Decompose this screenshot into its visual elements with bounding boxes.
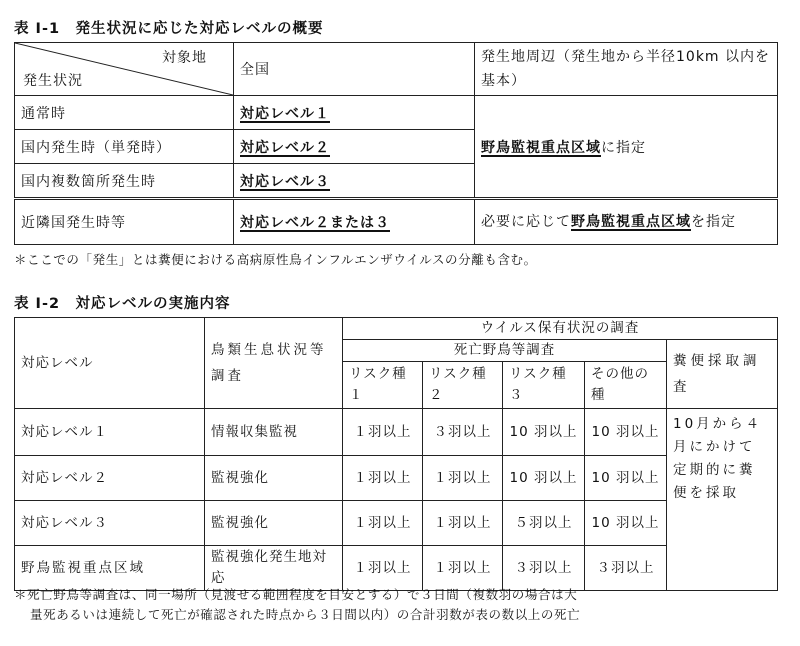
header-situation: 発生状況 bbox=[23, 73, 83, 89]
risk2-cell: ３羽以上 bbox=[423, 409, 503, 456]
level-cell: 対応レベル２ bbox=[15, 456, 205, 501]
risk2-cell: １羽以上 bbox=[423, 546, 503, 591]
level-cell: 対応レベル２または３ bbox=[240, 215, 390, 231]
diagonal-header-cell bbox=[15, 43, 234, 96]
risk1-cell: １羽以上 bbox=[343, 546, 423, 591]
header-risk1: リスク種１ bbox=[343, 362, 423, 409]
risk1-cell: １羽以上 bbox=[343, 409, 423, 456]
neighbor-suffix: を指定 bbox=[691, 214, 736, 230]
habitat-cell: 監視強化発生地対応 bbox=[205, 546, 343, 591]
designation-suffix: に指定 bbox=[601, 139, 646, 156]
level-cell: 野鳥監視重点区域 bbox=[15, 546, 205, 591]
table2-note-line2: 量死あるいは連続して死亡が確認された時点から３日間以内）の合計羽数が表の数以上の死亡 bbox=[30, 607, 581, 622]
level-cell: 対応レベル２ bbox=[240, 139, 330, 156]
table1-note: ＊ここでの「発生」とは糞便における高病原性鳥インフルエンザウイルスの分離も含む。 bbox=[14, 252, 537, 267]
risk1-cell: １羽以上 bbox=[343, 456, 423, 501]
header-target-area: 対象地 bbox=[162, 50, 207, 66]
habitat-cell: 監視強化 bbox=[205, 501, 343, 546]
response-level-implementation-table bbox=[14, 317, 778, 591]
table2-note-line1: ＊死亡野鳥等調査は、同一場所（見渡せる範囲程度を目安とする）で３日間（複数羽の場合は大 bbox=[14, 587, 578, 602]
table2-title: 表 I-2 対応レベルの実施内容 bbox=[14, 296, 231, 312]
header-risk2: リスク種２ bbox=[423, 362, 503, 409]
situation-cell: 近隣国発生時等 bbox=[15, 199, 234, 245]
level-cell: 対応レベル３ bbox=[15, 501, 205, 546]
situation-cell: 国内発生時（単発時） bbox=[15, 130, 234, 164]
other-cell: 10 羽以上 bbox=[585, 501, 667, 546]
risk3-cell: ３羽以上 bbox=[503, 546, 585, 591]
response-level-overview-table bbox=[14, 42, 778, 245]
header-risk3: リスク種３ bbox=[503, 362, 585, 409]
designation-cell bbox=[475, 96, 778, 199]
header-virus: ウイルス保有状況の調査 bbox=[343, 318, 778, 340]
header-other: その他の種 bbox=[585, 362, 667, 409]
habitat-cell: 情報収集監視 bbox=[205, 409, 343, 456]
header-level: 対応レベル bbox=[15, 318, 205, 409]
neighbor-prefix: 必要に応じて bbox=[481, 214, 571, 230]
header-habitat: 鳥類生息状況等調査 bbox=[205, 318, 343, 409]
header-feces: 糞便採取調査 bbox=[667, 340, 778, 409]
risk1-cell: １羽以上 bbox=[343, 501, 423, 546]
table1-title: 表 I-1 発生状況に応じた対応レベルの概要 bbox=[14, 21, 324, 37]
level-cell: 対応レベル３ bbox=[240, 173, 330, 190]
designation-strong: 野鳥監視重点区域 bbox=[481, 139, 601, 156]
feces-schedule-cell: 10月から４月にかけて定期的に糞便を採取 bbox=[667, 409, 778, 591]
situation-cell: 国内複数箇所発生時 bbox=[15, 164, 234, 199]
neighbor-designation-cell bbox=[475, 199, 778, 245]
neighbor-strong: 野鳥監視重点区域 bbox=[571, 214, 691, 230]
risk2-cell: １羽以上 bbox=[423, 501, 503, 546]
level-cell: 対応レベル１ bbox=[15, 409, 205, 456]
header-nationwide: 全国 bbox=[234, 43, 475, 96]
situation-cell: 通常時 bbox=[15, 96, 234, 130]
risk3-cell: ５羽以上 bbox=[503, 501, 585, 546]
other-cell: 10 羽以上 bbox=[585, 409, 667, 456]
risk3-cell: 10 羽以上 bbox=[503, 409, 585, 456]
habitat-cell: 監視強化 bbox=[205, 456, 343, 501]
header-surrounding: 発生地周辺（発生地から半径10km 以内を基本） bbox=[475, 43, 778, 96]
risk3-cell: 10 羽以上 bbox=[503, 456, 585, 501]
other-cell: ３羽以上 bbox=[585, 546, 667, 591]
header-dead-birds: 死亡野鳥等調査 bbox=[343, 340, 667, 362]
other-cell: 10 羽以上 bbox=[585, 456, 667, 501]
level-cell: 対応レベル１ bbox=[240, 105, 330, 122]
risk2-cell: １羽以上 bbox=[423, 456, 503, 501]
